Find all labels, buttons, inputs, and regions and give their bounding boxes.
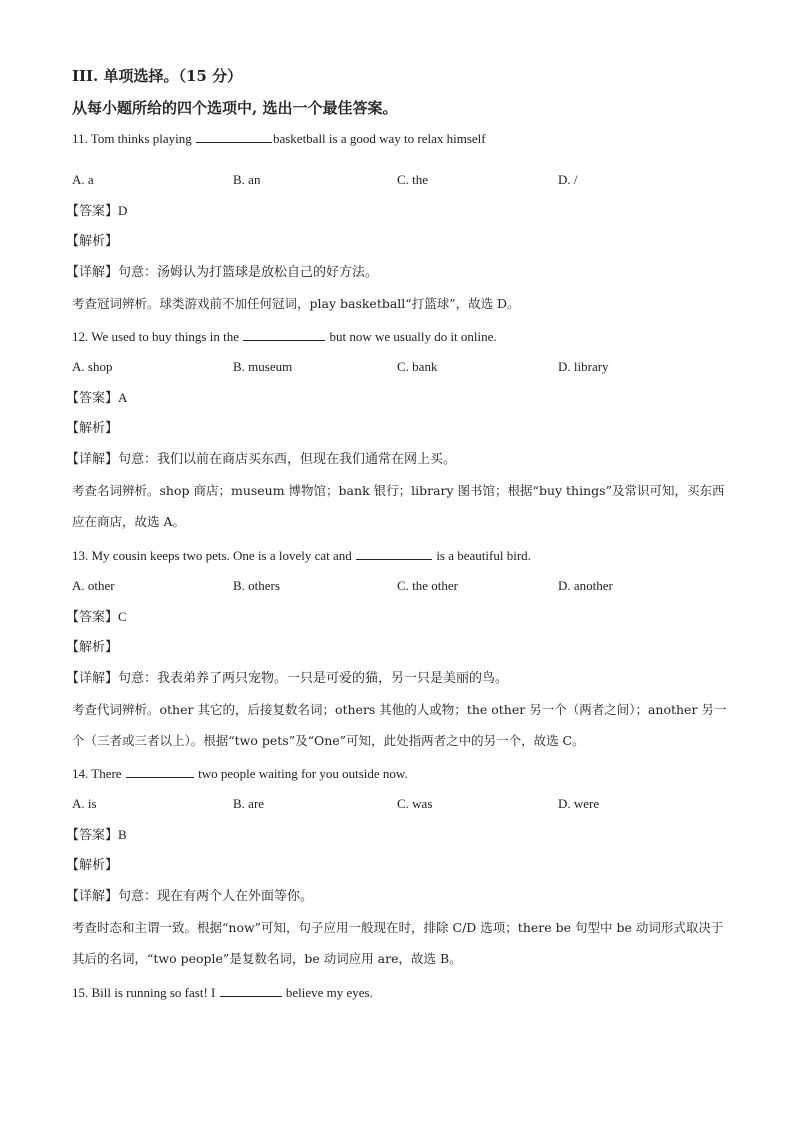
explanation: 考查时态和主谓一致。根据“now”可知，句子应用一般现在时，排除 C/D 选项；there be 句型中 be 动词形式取决于其后的名词，“two people”是复数名词，be 动词应用 are，故选 B。: [72, 920, 724, 966]
option-a: A. shop: [72, 359, 113, 374]
answer-value: A: [118, 390, 128, 405]
option-a: A. is: [72, 796, 97, 811]
section-instruction: 从每小题所给的四个选项中, 选出一个最佳答案。: [72, 99, 398, 117]
analysis-label: 【解析】: [66, 858, 119, 873]
option-c: C. the other: [397, 578, 459, 593]
question-stem-before: 15. Bill is running so fast! I: [72, 985, 219, 1000]
detail-label: 【详解】: [66, 265, 119, 280]
answer-label: 【答案】: [66, 391, 119, 406]
detail-line: [66, 670, 508, 688]
option-b: B. others: [233, 578, 280, 593]
option-b: B. are: [233, 796, 265, 811]
option-c: C. the: [397, 172, 429, 187]
question-stem-after: is a beautiful bird.: [433, 548, 531, 563]
answer-value: D: [118, 203, 128, 218]
option-b: B. museum: [233, 359, 293, 374]
answer-label: 【答案】: [66, 610, 119, 625]
question-stem-after: two people waiting for you outside now.: [194, 766, 408, 781]
answer-blank: [220, 983, 282, 997]
option-a: A. other: [72, 578, 115, 593]
answer-label: 【答案】: [66, 828, 119, 843]
option-b: B. an: [233, 172, 261, 187]
answer-blank: [196, 129, 272, 143]
detail-label: 【详解】: [66, 671, 119, 686]
detail-meaning: 句意：汤姆认为打篮球是放松自己的好方法。: [118, 265, 379, 280]
detail-meaning: 句意：现在有两个人在外面等你。: [118, 889, 314, 904]
question-stem-after: believe my eyes.: [282, 985, 373, 1000]
explanation: 考查代词辨析。other 其它的，后接复数名词；others 其他的人或物；the other 另一个（两者之间）；another 另一个（三者或三者以上）。根据“two pets”及“One”可知，此处指两者之中的另一个，故选 C。: [72, 702, 727, 748]
question-15-stem: [72, 983, 373, 1002]
question-stem-after: but now we usually do it online.: [326, 329, 497, 344]
detail-label: 【详解】: [66, 889, 119, 904]
option-d: D. /: [558, 172, 578, 187]
answer-line: [66, 389, 127, 408]
answer-line: [66, 826, 127, 845]
detail-line: [66, 451, 456, 469]
option-d: D. another: [558, 578, 613, 593]
analysis-label: 【解析】: [66, 640, 119, 655]
explanation: 考查冠词辨析。球类游戏前不加任何冠词，play basketball“打篮球”，故选 D。: [72, 296, 520, 311]
option-a: A. a: [72, 172, 94, 187]
option-c: C. bank: [397, 359, 438, 374]
question-12-stem: [72, 327, 497, 346]
answer-blank: [243, 327, 325, 341]
detail-meaning: 句意：我们以前在商店买东西，但现在我们通常在网上买。: [118, 452, 457, 467]
option-d: D. library: [558, 359, 609, 374]
detail-meaning: 句意：我表弟养了两只宠物。一只是可爱的猫，另一只是美丽的鸟。: [118, 671, 509, 686]
answer-line: [66, 608, 127, 627]
analysis-label: 【解析】: [66, 421, 119, 436]
explanation: 考查名词辨析。shop 商店；museum 博物馆；bank 银行；library 图书馆；根据“buy things”及常识可知，买东西应在商店，故选 A。: [72, 483, 725, 529]
question-stem-before: 11. Tom thinks playing: [72, 131, 195, 146]
detail-label: 【详解】: [66, 452, 119, 467]
detail-line: [66, 888, 313, 906]
question-11-stem: [72, 129, 486, 148]
question-stem-before: 13. My cousin keeps two pets. One is a lovely cat and: [72, 548, 356, 563]
option-c: C. was: [397, 796, 433, 811]
section-title: III. 单项选择。（15 分）: [72, 67, 243, 85]
answer-value: B: [118, 827, 127, 842]
answer-value: C: [118, 609, 127, 624]
question-stem-before: 12. We used to buy things in the: [72, 329, 243, 344]
option-d: D. were: [558, 796, 600, 811]
question-13-stem: [72, 546, 531, 565]
answer-blank: [356, 546, 432, 560]
answer-blank: [126, 764, 194, 778]
answer-label: 【答案】: [66, 204, 119, 219]
answer-line: [66, 202, 127, 221]
question-stem-after: basketball is a good way to relax himself: [272, 131, 486, 146]
question-14-stem: [72, 764, 408, 783]
analysis-label: 【解析】: [66, 234, 119, 249]
detail-line: [66, 264, 378, 282]
question-stem-before: 14. There: [72, 766, 125, 781]
